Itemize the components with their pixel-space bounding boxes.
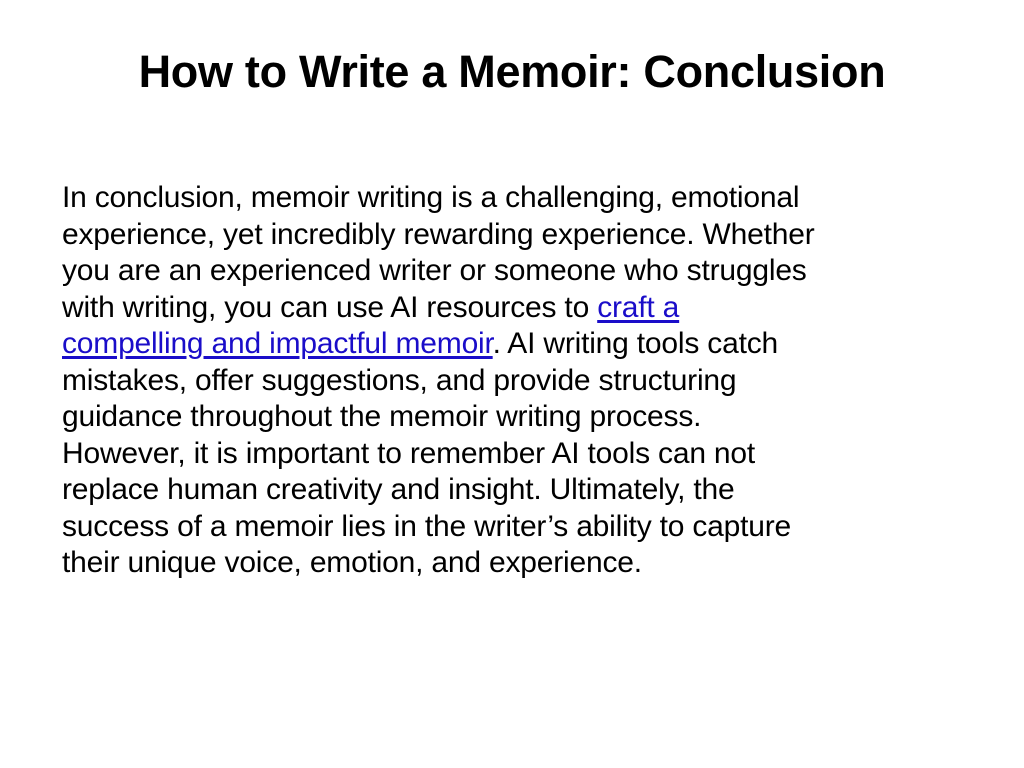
paragraph-line: their unique voice, emotion, and experience. [62,546,642,579]
paragraph-line-with-link [62,326,982,363]
memoir-link-part-1[interactable]: craft a [597,290,680,324]
paragraph-line: replace human creativity and insight. Ultimately, the [62,473,735,506]
paragraph-line: mistakes, offer suggestions, and provide structuring [62,363,737,397]
paragraph-line: However, it is important to remember AI tools can not [62,436,756,470]
memoir-link-part-2[interactable]: compelling and impactful memoir [62,327,493,360]
paragraph-line: success of a memoir lies in the writer’s ability to capture [62,509,792,543]
paragraph-line: you are an experienced writer or someone who struggles [62,254,807,287]
paragraph-line-with-link [62,290,982,327]
paragraph-text: . AI writing tools catch [492,327,778,360]
paragraph-line: In conclusion, memoir writing is a challenging, emotional [62,181,800,214]
paragraph-line: guidance throughout the memoir writing process. [62,400,702,433]
paragraph-text: with writing, you can use AI resources to [62,290,598,324]
conclusion-paragraph [62,180,982,582]
paragraph-line: experience, yet incredibly rewarding experience. Whether [62,217,815,251]
slide-title: How to Write a Memoir: Conclusion [138,46,886,97]
